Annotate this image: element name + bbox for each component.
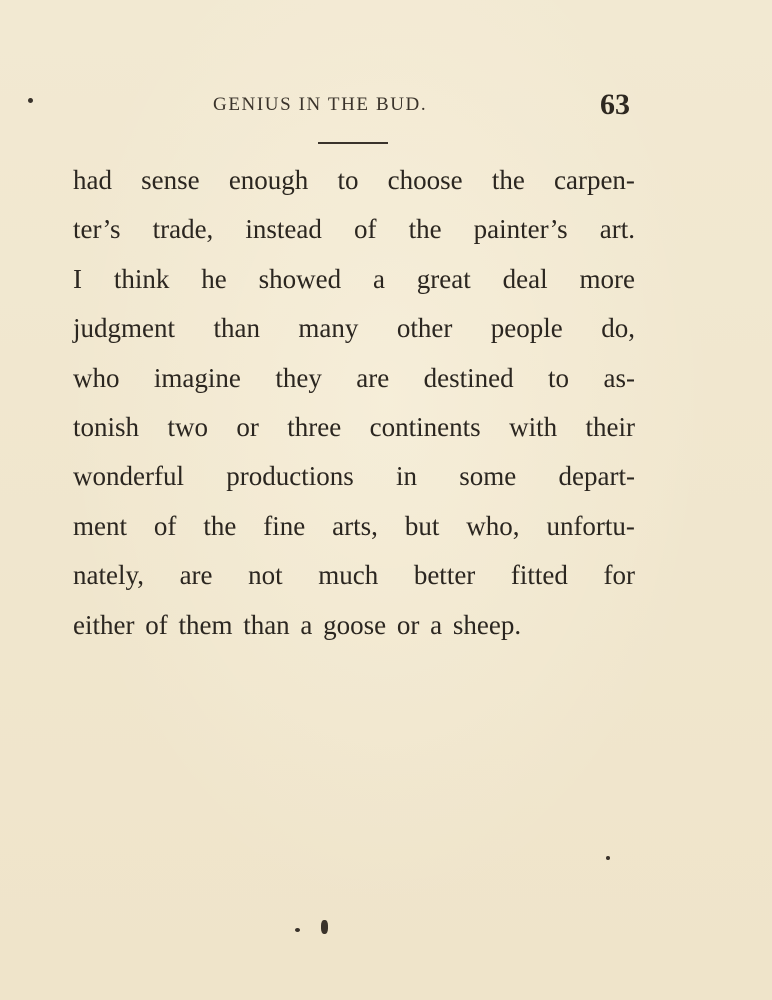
- word: he: [201, 263, 227, 294]
- word: who,: [466, 510, 520, 541]
- word: continents: [369, 411, 481, 442]
- word: deal: [502, 263, 548, 294]
- text-line: [73, 354, 635, 403]
- text-line: either of them than a goose or a sheep.: [73, 609, 522, 640]
- running-head-title: GENIUS IN THE BUD.: [213, 94, 428, 115]
- text-line: [73, 551, 635, 600]
- word: the: [408, 214, 442, 245]
- word: two: [167, 411, 208, 442]
- word: other: [396, 313, 453, 344]
- word: arts,: [332, 510, 378, 541]
- word: they: [275, 362, 322, 393]
- word: sense: [141, 165, 200, 195]
- word: carpen-: [553, 165, 635, 195]
- word: are: [356, 362, 390, 393]
- word: ter’s: [73, 214, 121, 245]
- word: in: [396, 461, 418, 492]
- word: productions: [226, 461, 354, 492]
- word: ment: [73, 510, 127, 541]
- text-line: [73, 403, 635, 452]
- word: showed: [258, 263, 342, 294]
- word: depart-: [558, 461, 635, 492]
- word: I: [73, 263, 82, 294]
- word: of: [353, 214, 377, 245]
- word: as-: [603, 362, 635, 393]
- running-head: [0, 88, 772, 128]
- word: destined: [423, 362, 514, 393]
- text-line: [73, 156, 635, 205]
- word: not: [248, 560, 283, 591]
- word: more: [579, 263, 635, 294]
- word: judgment: [73, 313, 175, 344]
- word: many: [298, 313, 359, 344]
- word: better: [413, 560, 476, 591]
- ink-speck: [606, 856, 610, 860]
- word: painter’s: [473, 214, 568, 245]
- word: tonish: [73, 411, 140, 442]
- word: had: [73, 165, 112, 195]
- word: for: [603, 560, 635, 591]
- word: with: [509, 411, 558, 442]
- word: fine: [263, 510, 306, 541]
- word: or: [236, 411, 259, 442]
- word: choose: [387, 165, 463, 195]
- ink-speck: [295, 928, 300, 932]
- word: who: [73, 362, 120, 393]
- word: much: [318, 560, 379, 591]
- word: unfortu-: [546, 510, 635, 541]
- word: enough: [228, 165, 309, 195]
- word: of: [153, 510, 177, 541]
- word: think: [113, 263, 170, 294]
- ink-speck: [28, 98, 33, 103]
- body-text: [73, 156, 635, 650]
- word: than: [213, 313, 260, 344]
- text-line: [73, 304, 635, 353]
- word: do,: [601, 313, 635, 344]
- header-rule: [318, 142, 388, 144]
- text-line: [73, 255, 635, 304]
- word: instead: [245, 214, 322, 245]
- word: to: [337, 165, 359, 195]
- word: their: [585, 411, 635, 442]
- word: some: [459, 461, 517, 492]
- word: art.: [599, 214, 635, 245]
- word: great: [416, 263, 471, 294]
- page-number: 63: [600, 88, 630, 121]
- word: nately,: [73, 560, 144, 591]
- ink-speck: [321, 920, 328, 934]
- text-line: [73, 502, 635, 551]
- word: are: [179, 560, 213, 591]
- word: three: [287, 411, 342, 442]
- text-line: [73, 205, 635, 254]
- word: a: [372, 263, 385, 294]
- word: trade,: [152, 214, 214, 245]
- word: the: [491, 165, 525, 195]
- word: people: [490, 313, 563, 344]
- word: imagine: [153, 362, 241, 393]
- word: wonderful: [73, 461, 184, 492]
- word: the: [203, 510, 237, 541]
- word: fitted: [510, 560, 568, 591]
- text-line: [73, 452, 635, 501]
- word: but: [404, 510, 440, 541]
- word: to: [548, 362, 570, 393]
